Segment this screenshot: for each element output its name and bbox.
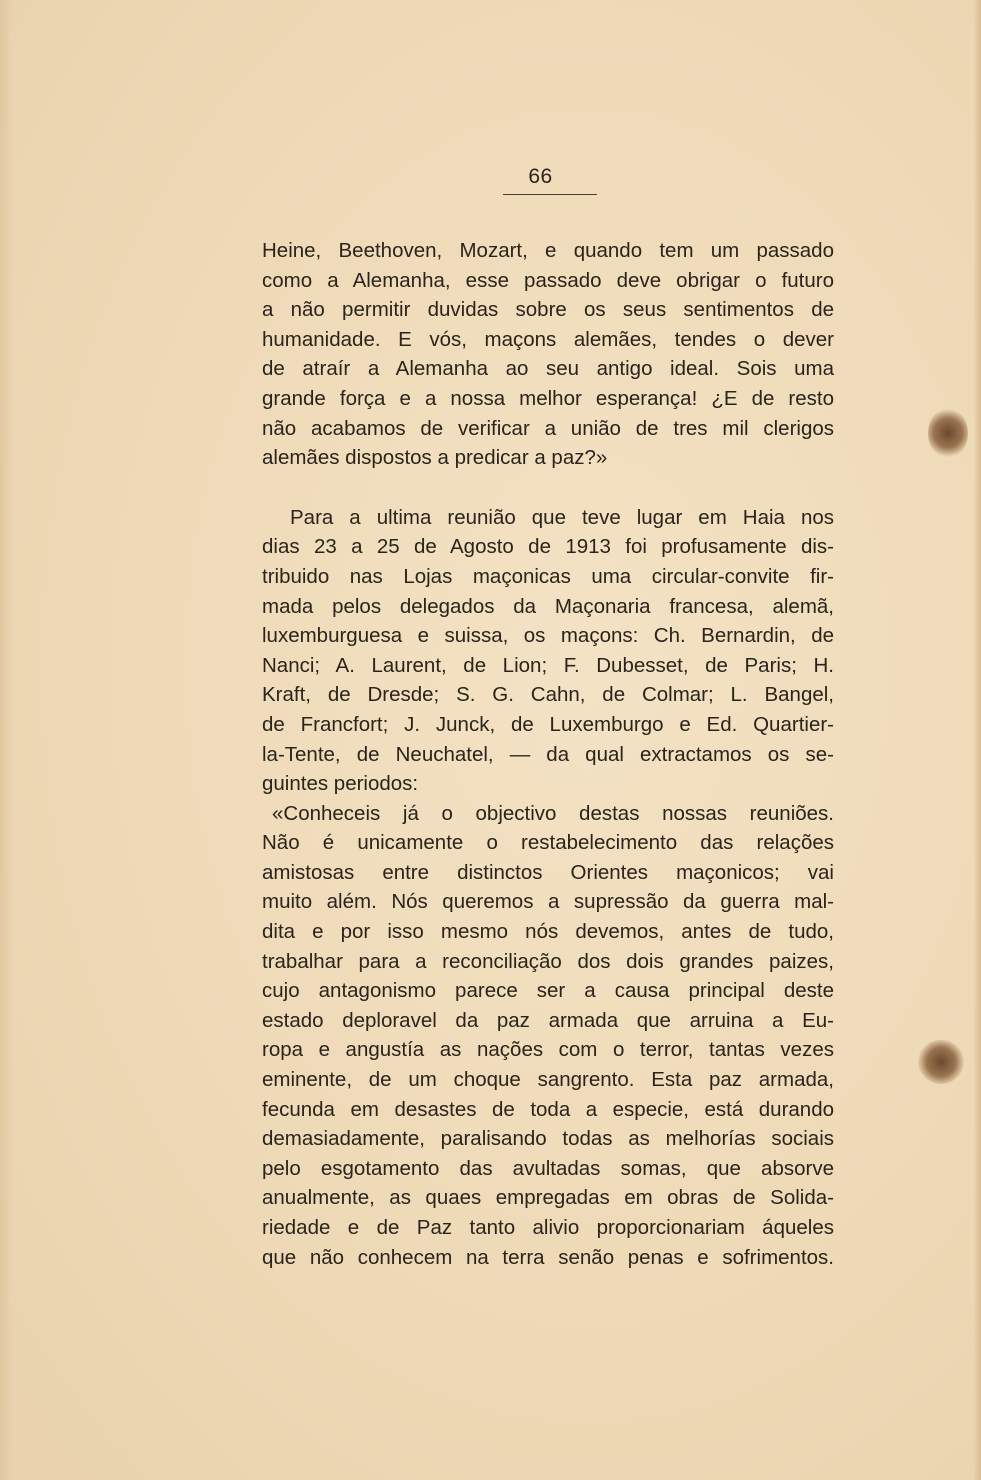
text-line: demasiadamente, paralisando todas as melhorías sociais: [262, 1127, 834, 1151]
text-line: «Conheceis já o objectivo destas nossas reuniões.: [272, 801, 834, 825]
text-line: amistosas entre distinctos Orientes maçonicos; vai: [262, 860, 834, 884]
text-line: dita e por isso mesmo nós devemos, antes de tudo,: [262, 920, 834, 944]
text-line: a não permitir duvidas sobre os seus sentimentos de: [262, 298, 834, 322]
text-line: tribuido nas Lojas maçonicas uma circular-convite fir-: [262, 564, 834, 588]
text-line: la-Tente, de Neuchatel, — da qual extractamos os se-: [262, 742, 834, 766]
foxing-stain: [928, 408, 968, 458]
text-line: estado deploravel da paz armada que arruina a Eu-: [262, 1008, 834, 1032]
text-line: Heine, Beethoven, Mozart, e quando tem um passado: [262, 239, 834, 262]
text-line: eminente, de um choque sangrento. Esta paz armada,: [262, 1068, 834, 1092]
text-line: não acabamos de verificar a união de tres mil clerigos: [262, 416, 834, 440]
text-line: Não é unicamente o restabelecimento das relações: [262, 831, 834, 855]
body-text: [262, 236, 834, 1272]
text-line: alemães dispostos a predicar a paz?»: [262, 446, 608, 470]
text-line: muito além. Nós queremos a supressão da guerra mal-: [262, 890, 834, 914]
page-edge-shadow: [973, 0, 981, 1480]
text-line: trabalhar para a reconciliação dos dois grandes paizes,: [262, 949, 834, 973]
foxing-stain: [918, 1040, 964, 1084]
paragraph: [262, 799, 834, 1273]
text-line: que não conhecem na terra senão penas e sofrimentos.: [262, 1245, 834, 1269]
text-line: pelo esgotamento das avultadas somas, que absorve: [262, 1156, 834, 1180]
text-line: cujo antagonismo parece ser a causa principal deste: [262, 979, 834, 1003]
text-line: de Francfort; J. Junck, de Luxemburgo e Ed. Quartier-: [262, 712, 834, 736]
text-line: de atraír a Alemanha ao seu antigo ideal. Sois uma: [262, 357, 834, 381]
text-line: dias 23 a 25 de Agosto de 1913 foi profusamente dis-: [262, 535, 834, 559]
text-line: luxemburguesa e suissa, os maçons: Ch. Bernardin, de: [262, 624, 834, 648]
text-line: humanidade. E vós, maçons alemães, tendes o dever: [262, 327, 834, 351]
text-line: grande força e a nossa melhor esperança! ¿E de resto: [262, 386, 834, 410]
text-line: Nanci; A. Laurent, de Lion; F. Dubesset, de Paris; H.: [262, 653, 834, 677]
paragraph: [262, 236, 834, 473]
text-line: fecunda em desastes de toda a especie, está durando: [262, 1097, 834, 1121]
paragraph: [262, 503, 834, 799]
text-line: guintes periodos:: [262, 772, 419, 796]
text-line: ropa e angustía as nações com o terror, tantas vezes: [262, 1038, 834, 1062]
text-line: riedade e de Paz tanto alivio proporcionariam áqueles: [262, 1216, 834, 1239]
text-line: mada pelos delegados da Maçonaria francesa, alemã,: [262, 594, 834, 618]
page-number-rule: [503, 194, 597, 195]
page-gutter-shadow: [0, 0, 14, 1480]
text-line: como a Alemanha, esse passado deve obrigar o futuro: [262, 268, 834, 292]
text-line: Para a ultima reunião que teve lugar em Haia nos: [290, 505, 834, 529]
text-line: Kraft, de Dresde; S. G. Cahn, de Colmar; L. Bangel,: [262, 683, 834, 707]
text-line: anualmente, as quaes empregadas em obras de Solida-: [262, 1186, 834, 1210]
page-number: 66: [528, 165, 553, 188]
